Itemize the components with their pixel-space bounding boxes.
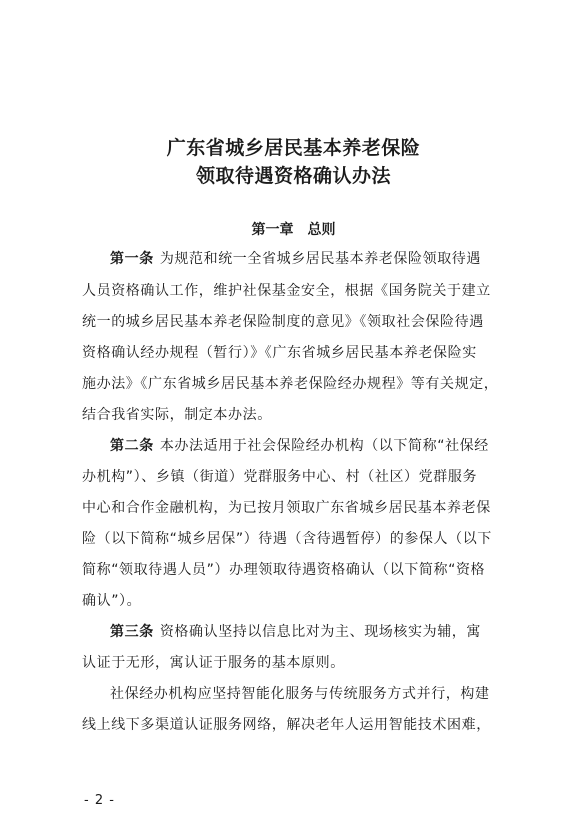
article-1-line-2: 人员资格确认工作，维护社保基金安全，根据《国务院关于建立 [82,283,491,299]
page-number: - 2 - [84,793,115,808]
document-title-line-1: 广东省城乡居民基本养老保险 [166,137,421,159]
article-2-line-5: 简称“领取待遇人员”）办理领取待遇资格确认（以下简称“资格 [82,562,486,578]
article-3-line-1: 第三条 资格确认坚持以信息比对为主、现场核实为辅，寓 [110,624,482,640]
article-1-line-4: 资格确认经办规程（暂行）》《广东省城乡居民基本养老保险实 [82,345,477,361]
article-3-label: 第三条 [110,624,154,640]
article-1-line-3: 统一的城乡居民基本养老保险制度的意见》《领取社会保险待遇 [82,314,484,330]
article-1-line-1: 第一条 为规范和统一全省城乡居民基本养老保险领取待遇 [110,251,482,267]
paragraph-line-2: 线上线下多渠道认证服务网络，解决老年人运用智能技术困难， [82,717,491,733]
article-2-line-6: 确认”）。 [82,593,142,609]
article-2-label: 第二条 [110,438,154,454]
article-2-line-4: 险（以下简称“城乡居保”）待遇（含待遇暂停）的参保人（以下 [82,531,492,547]
article-2-line-1: 第二条 本办法适用于社会保险经办机构（以下简称“社保经 [110,438,489,454]
article-1-label: 第一条 [110,251,154,267]
article-2-line-2: 办机构”）、乡镇（街道）党群服务中心、村（社区）党群服务 [82,469,478,485]
chapter-heading: 第一章 总则 [251,222,336,238]
paragraph-line-1: 社保经办机构应坚持智能化服务与传统服务方式并行，构建 [110,686,490,702]
document-title-line-2: 领取待遇资格确认办法 [195,165,391,187]
article-1-line-5: 施办法》《广东省城乡居民基本养老保险经办规程》等有关规定， [82,376,499,392]
article-2-line-3: 中心和合作金融机构，为已按月领取广东省城乡居民基本养老保 [82,500,491,516]
article-1-line-6: 结合我省实际，制定本办法。 [82,407,272,423]
article-3-line-2: 认证于无形，寓认证于服务的基本原则。 [82,655,345,671]
